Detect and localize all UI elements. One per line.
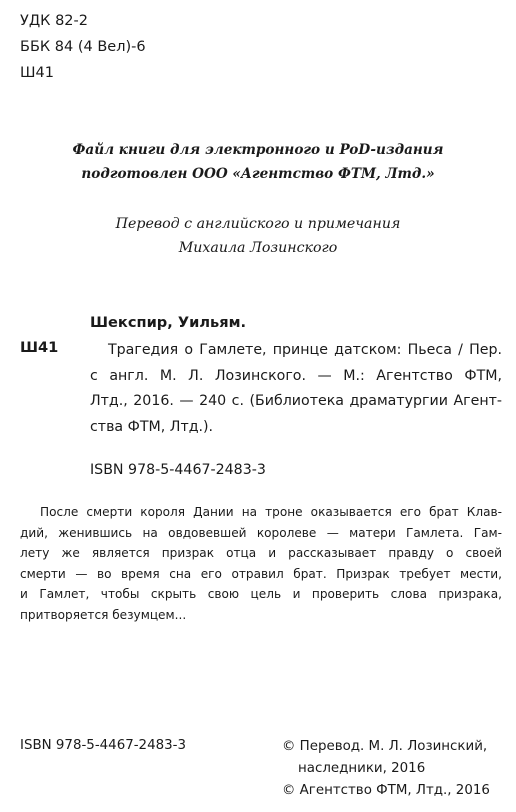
annotation-line: дий, женившись на овдовевшей королеве — матери Гамлета. Гам-: [20, 525, 502, 540]
annotation-paragraph: [20, 502, 502, 626]
annotation-line: После смерти короля Дании на троне оказывается его брат Клав-: [40, 505, 502, 519]
prepared-note-line-1: Файл книги для электронного и PoD-издания: [72, 142, 444, 158]
footer-isbn: ISBN 978-5-4467-2483-3: [20, 738, 186, 753]
bibliography-line: Трагедия о Гамлете, принце датском: Пьеса / Пер.: [108, 342, 502, 358]
annotation-line: и Гамлет, чтобы скрыть свою цель и проверить слова призрака,: [20, 587, 502, 602]
bibliography-line: ства ФТМ, Лтд.).: [90, 418, 214, 435]
bibliography-description: [90, 338, 502, 440]
annotation-line: притворяется безумцем...: [20, 607, 187, 622]
bibliography-author: Шекспир, Уильям.: [90, 314, 247, 331]
annotation-line: лету же является призрак отца и рассказывает правду о своей: [20, 546, 502, 561]
bbk-code: ББК 84 (4 Вел)-6: [20, 39, 146, 55]
translation-note: [0, 212, 516, 260]
bibliography-line: с англ. М. Л. Лозинского. — М.: Агентство ФТМ,: [90, 367, 502, 384]
copyright-publisher: © Агентство ФТМ, Лтд., 2016: [282, 783, 490, 798]
bibliography-line: Лтд., 2016. — 240 с. (Библиотека драматургии Агент-: [90, 393, 502, 410]
bibliography-isbn: ISBN 978-5-4467-2483-3: [90, 462, 266, 478]
translation-note-line-2: Михаила Лозинского: [178, 240, 338, 256]
classification-block: [20, 8, 146, 86]
copyright-heirs: наследники, 2016: [298, 761, 426, 776]
bibliography-author-code: Ш41: [20, 339, 59, 356]
prepared-note: [0, 138, 516, 186]
prepared-note-line-2: подготовлен ООО «Агентство ФТМ, Лтд.»: [81, 166, 435, 182]
udk-code: УДК 82-2: [20, 13, 88, 29]
translation-note-line-1: Перевод с английского и примечания: [115, 216, 401, 232]
annotation-line: смерти — во время сна его отравил брат. Призрак требует мести,: [20, 566, 502, 581]
copyright-translation: © Перевод. М. Л. Лозинский,: [282, 739, 488, 754]
copyright-block: [282, 736, 490, 802]
author-mark: Ш41: [20, 65, 54, 81]
